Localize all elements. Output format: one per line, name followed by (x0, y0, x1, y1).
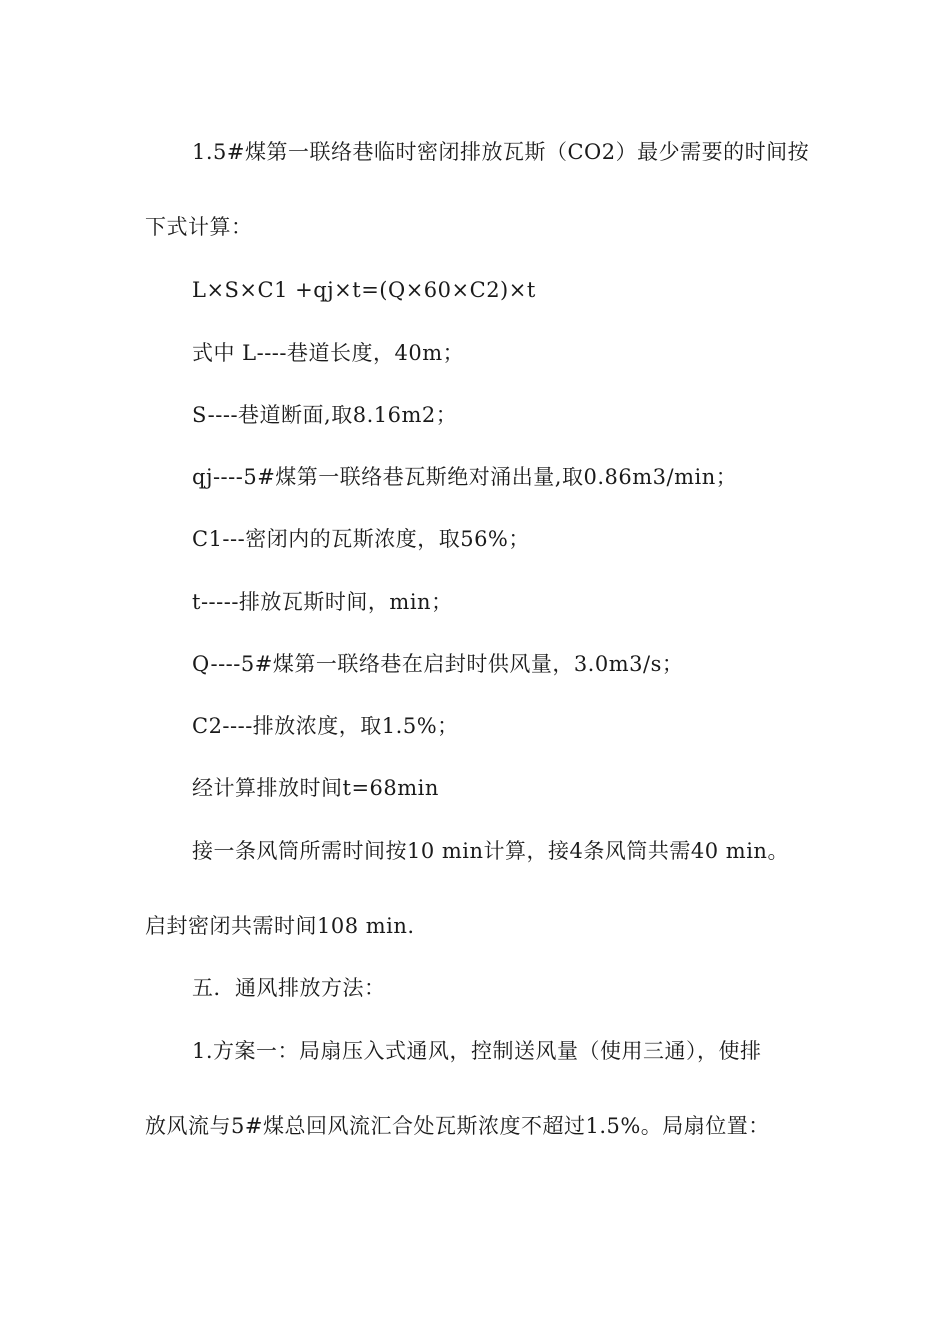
paragraph-calc-intro-line-2: 下式计算： (145, 215, 253, 239)
paragraph-calc-intro-line-1: 1.5#煤第一联络巷临时密闭排放瓦斯（CO2）最少需要的时间按 (192, 140, 810, 164)
definition-s: S----巷道断面,取8.16m2； (192, 403, 458, 427)
definition-q: Q----5#煤第一联络巷在启封时供风量，3.0m3/s； (192, 652, 684, 676)
formula: L×S×C1 +qj×t=(Q×60×C2)×t (192, 278, 536, 302)
definition-c2: C2----排放浓度，取1.5%； (192, 714, 459, 738)
paragraph-plan-one-line-1: 1.方案一：局扇压入式通风，控制送风量（使用三通），使排 (192, 1039, 762, 1063)
paragraph-duct-time-line-2: 启封密闭共需时间108 min. (145, 914, 415, 938)
calculation-result: 经计算排放时间t=68min (192, 776, 439, 800)
definition-c1: C1---密闭内的瓦斯浓度，取56%； (192, 527, 530, 551)
definition-l: 式中 L----巷道长度，40m； (192, 341, 465, 365)
definition-qj: qj----5#煤第一联络巷瓦斯绝对涌出量,取0.86m3/min； (192, 465, 738, 489)
definition-t: t-----排放瓦斯时间，min； (192, 590, 453, 614)
paragraph-duct-time-line-1: 接一条风筒所需时间按10 min计算，接4条风筒共需40 min。 (192, 839, 789, 863)
section-heading-ventilation-method: 五．通风排放方法： (192, 976, 386, 1000)
paragraph-plan-one-line-2: 放风流与5#煤总回风流汇合处瓦斯浓度不超过1.5%。局扇位置： (145, 1114, 770, 1138)
